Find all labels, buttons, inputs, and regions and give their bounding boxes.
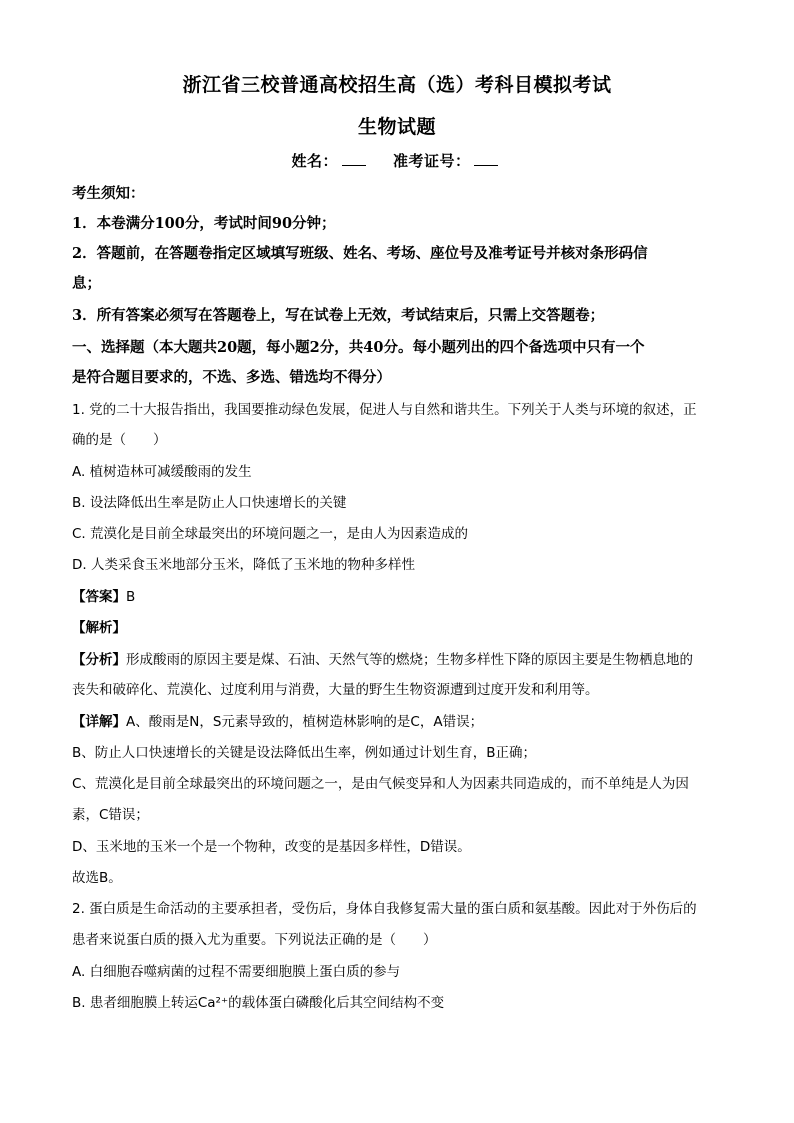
q2-stem: 患者来说蛋白质的摄入尤为重要。下列说法正确的是（ ） <box>72 932 437 948</box>
notice-item: 3．所有答案必须写在答题卷上，写在试卷上无效，考试结束后，只需上交答题卷； <box>72 307 605 324</box>
notice-item: 息； <box>72 275 101 292</box>
q1-detail-line: B、防止人口快速增长的关键是设法降低出生率，例如通过计划生育，B正确； <box>72 745 537 761</box>
answer-value: B <box>126 589 136 605</box>
fenxi-tag: 【分析】 <box>72 652 126 668</box>
analysis-tag: 【解析】 <box>72 620 126 636</box>
notice-item: 2．答题前，在答题卷指定区域填写班级、姓名、考场、座位号及准考证号并核对条形码信 <box>72 245 648 262</box>
q2-stem: 2. 蛋白质是生命活动的主要承担者，受伤后，身体自我修复需大量的蛋白质和氨基酸。因此对于外伤后的 <box>72 901 697 917</box>
exam-no-label: 准考证号： <box>392 152 471 170</box>
section-heading: 一、选择题（本大题共20题，每小题2分，共40分。每小题列出的四个备选项中只有一个 <box>72 339 645 356</box>
q2-option-a: A. 白细胞吞噬病菌的过程不需要细胞膜上蛋白质的参与 <box>72 964 401 980</box>
subject-title: 生物试题 <box>357 116 436 138</box>
exam-title: 浙江省三校普通高校招生高（选）考科目模拟考试 <box>182 74 612 96</box>
q1-fenxi-cont: 丧失和破碎化、荒漠化、过度利用与消费，大量的野生生物资源遭到过度开发和利用等。 <box>72 682 599 698</box>
answer-tag: 【答案】 <box>72 589 126 605</box>
fenxi-text: 形成酸雨的原因主要是煤、石油、天然气等的燃烧；生物多样性下降的原因主要是生物栖息地的 <box>126 652 693 668</box>
section-heading: 是符合题目要求的，不选、多选、错选均不得分） <box>72 369 391 386</box>
q1-option-b: B. 设法降低出生率是防止人口快速增长的关键 <box>72 495 347 511</box>
q1-detail-line: C、荒漠化是目前全球最突出的环境问题之一，是由气候变异和人为因素共同造成的，而不单纯是人为因 <box>72 776 689 792</box>
exam-no-blank <box>474 151 498 166</box>
q1-option-a: A. 植树造林可减缓酸雨的发生 <box>72 464 252 480</box>
name-blank <box>342 151 366 166</box>
q1-answer <box>72 587 722 607</box>
xiangjie-tag: 【详解】 <box>72 714 126 730</box>
q1-conclusion: 故选B。 <box>72 870 122 886</box>
q1-detail <box>72 712 722 732</box>
notice-heading: 考生须知： <box>72 185 145 202</box>
candidate-info <box>0 150 794 171</box>
q1-option-c: C. 荒漠化是目前全球最突出的环境问题之一，是由人为因素造成的 <box>72 526 469 542</box>
q1-fenxi <box>72 650 722 670</box>
name-label: 姓名： <box>291 152 339 170</box>
q1-detail-line: 素，C错误； <box>72 807 149 823</box>
notice-item: 1．本卷满分100分，考试时间90分钟； <box>72 215 336 232</box>
q1-stem: 确的是（ ） <box>72 432 167 448</box>
detail-text: A、酸雨是N，S元素导致的，植树造林影响的是C，A错误； <box>126 714 484 730</box>
q1-stem: 1. 党的二十大报告指出，我国要推动绿色发展，促进人与自然和谐共生。下列关于人类与环境的叙述，正 <box>72 402 697 418</box>
q2-option-b: B. 患者细胞膜上转运Ca²⁺的载体蛋白磷酸化后其空间结构不变 <box>72 995 445 1011</box>
q1-detail-line: D、玉米地的玉米一个是一个物种，改变的是基因多样性，D错误。 <box>72 839 471 855</box>
q1-option-d: D. 人类采食玉米地部分玉米，降低了玉米地的物种多样性 <box>72 557 415 573</box>
